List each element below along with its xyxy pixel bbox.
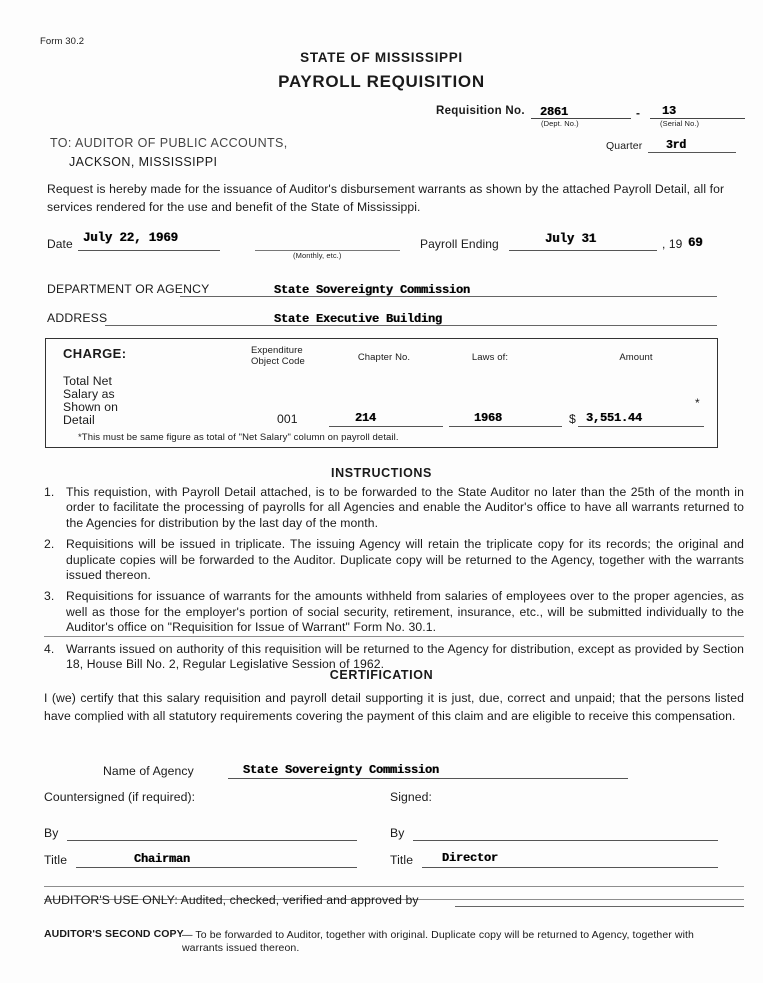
department-value: State Sovereignty Commission — [274, 283, 471, 297]
instruction-item — [44, 589, 744, 635]
expenditure-line-2: Object Code — [251, 356, 305, 367]
instruction-text: Requisitions for issuance of warrants for the amounts withheld from salaries of employees over to the proper agencies, as well as those for the employer's portion of social security, retirement, insurance, etc., will be submitted individually to the Auditor's office on "Requisition for Issue of Warrant" Form No. 30.1. — [66, 589, 744, 635]
charge-title: CHARGE: — [63, 346, 127, 361]
column-header-amount: Amount — [619, 352, 653, 363]
payroll-ending-rule — [509, 250, 657, 251]
laws-of-value: 1968 — [474, 411, 503, 425]
requisition-serial-no-value: 13 — [662, 104, 677, 118]
requisition-dept-no-caption: (Dept. No.) — [541, 119, 579, 128]
date-label: Date — [47, 237, 73, 251]
countersigned-label: Countersigned (if required): — [44, 790, 196, 804]
certification-paragraph: I (we) certify that this salary requisition and payroll detail supporting it is just, due, correct and unpaid; that the persons listed have complied with all statutory requirements covering the payment of this claim and are eligible to receive this compensation. — [44, 691, 744, 723]
year-value: 69 — [688, 236, 703, 250]
charge-footnote: *This must be same figure as total of "Net Salary" column on payroll detail. — [78, 432, 399, 443]
instruction-text: Requisitions will be issued in triplicate. The issuing Agency will retain the triplicate copy for its records; the original and duplicate copies will be forwarded to the Auditor. Duplicate copy will be returned to the Agency, together with the warrants issued thereon. — [66, 537, 744, 583]
charge-row-label-line-1: Total Net — [63, 374, 112, 388]
auditor-approved-by-rule — [455, 906, 744, 907]
auditor-second-copy-label: AUDITOR'S SECOND COPY — [44, 928, 184, 940]
date-rule — [78, 250, 220, 251]
payroll-ending-label: Payroll Ending — [420, 237, 499, 251]
amount-dollar-sign: $ — [569, 412, 576, 426]
monthly-caption: (Monthly, etc.) — [293, 251, 342, 260]
expenditure-line-1: Expenditure — [251, 345, 303, 356]
quarter-rule — [648, 152, 736, 153]
title-right-rule — [422, 867, 718, 868]
by-right-rule — [413, 840, 718, 841]
column-header-laws-of: Laws of: — [471, 352, 509, 363]
payroll-ending-value: July 31 — [545, 232, 597, 246]
divider-above-auditor — [44, 886, 744, 887]
date-value: July 22, 1969 — [83, 231, 178, 245]
laws-of-rule — [449, 426, 562, 427]
chapter-no-rule — [329, 426, 443, 427]
by-left-label: By — [44, 826, 59, 840]
instruction-number: 3. — [44, 589, 55, 604]
addressee-line-1: TO: AUDITOR OF PUBLIC ACCOUNTS, — [50, 136, 288, 150]
instruction-number: 2. — [44, 537, 55, 552]
by-left-rule — [67, 840, 357, 841]
title-right-value: Director — [442, 851, 499, 865]
column-header-chapter-no: Chapter No. — [357, 352, 411, 363]
quarter-label: Quarter — [606, 140, 643, 152]
charge-row-label-line-2: Salary as — [63, 387, 115, 401]
certification-heading: CERTIFICATION — [329, 668, 434, 682]
requisition-dash: - — [636, 106, 641, 120]
address-value: State Executive Building — [274, 312, 443, 326]
title-left-label: Title — [44, 853, 68, 867]
charge-row-label-line-4: Detail — [63, 413, 95, 427]
instruction-item — [44, 485, 744, 531]
title-left-value: Chairman — [134, 852, 191, 866]
quarter-value: 3rd — [666, 139, 687, 152]
amount-asterisk-marker: * — [695, 396, 700, 410]
department-label: DEPARTMENT OR AGENCY — [47, 282, 210, 296]
charge-row-label-line-3: Shown on — [63, 400, 119, 414]
instruction-number: 4. — [44, 641, 55, 656]
request-paragraph: Request is hereby made for the issuance of Auditor's disbursement warrants as shown by the attached Payroll Detail, all for services rendered for the use and benefit of the State of Mississippi. — [47, 182, 725, 214]
form-number: Form 30.2 — [40, 36, 85, 47]
divider-above-certification — [44, 636, 744, 637]
instruction-item — [44, 537, 744, 583]
document-title-state: STATE OF MISSISSIPPI — [300, 50, 463, 65]
column-header-expenditure-object-code — [251, 345, 321, 367]
auditor-second-copy-text: — To be forwarded to Auditor, together with original. Duplicate copy will be returned to Agency, together with — [182, 929, 694, 941]
auditor-second-copy-continued: warrants issued thereon. — [182, 942, 300, 954]
address-label: ADDRESS — [47, 311, 108, 325]
instruction-text: Warrants issued on authority of this requisition will be returned to the Agency for distribution, except as provided by Section 18, House Bill No. 2, Regular Legislative Session of 1962. — [66, 641, 744, 672]
auditor-use-only-label: AUDITOR'S USE ONLY: Audited, checked, verified and approved by — [44, 893, 419, 907]
signed-label: Signed: — [390, 790, 433, 804]
year-prefix: , 19 — [662, 237, 683, 251]
agency-name-value: State Sovereignty Commission — [243, 763, 440, 777]
requisition-serial-no-caption: (Serial No.) — [660, 119, 700, 128]
instructions-list — [44, 485, 744, 678]
amount-rule — [578, 426, 704, 427]
agency-name-label: Name of Agency — [103, 764, 194, 778]
title-left-rule — [76, 867, 357, 868]
chapter-no-value: 214 — [355, 411, 377, 425]
requisition-dept-no-value: 2861 — [540, 105, 569, 119]
document-title-main: PAYROLL REQUISITION — [278, 72, 485, 91]
instruction-number: 1. — [44, 485, 55, 499]
instructions-heading: INSTRUCTIONS — [331, 466, 432, 480]
by-right-label: By — [390, 826, 405, 840]
instruction-text: This requistion, with Payroll Detail attached, is to be forwarded to the State Auditor no later than the 25th of the month in order to facilitate the processing of payrolls for all Agencies and enable the Auditor's office to have all warrants returned to the Agencies for distribution by the last day of the month. — [66, 485, 744, 530]
expenditure-object-code-value: 001 — [277, 412, 298, 426]
requisition-no-label: Requisition No. — [436, 105, 525, 117]
title-right-label: Title — [390, 853, 414, 867]
addressee-line-2: JACKSON, MISSISSIPPI — [69, 155, 218, 169]
agency-name-rule — [228, 778, 628, 779]
amount-value: 3,551.44 — [586, 411, 643, 425]
